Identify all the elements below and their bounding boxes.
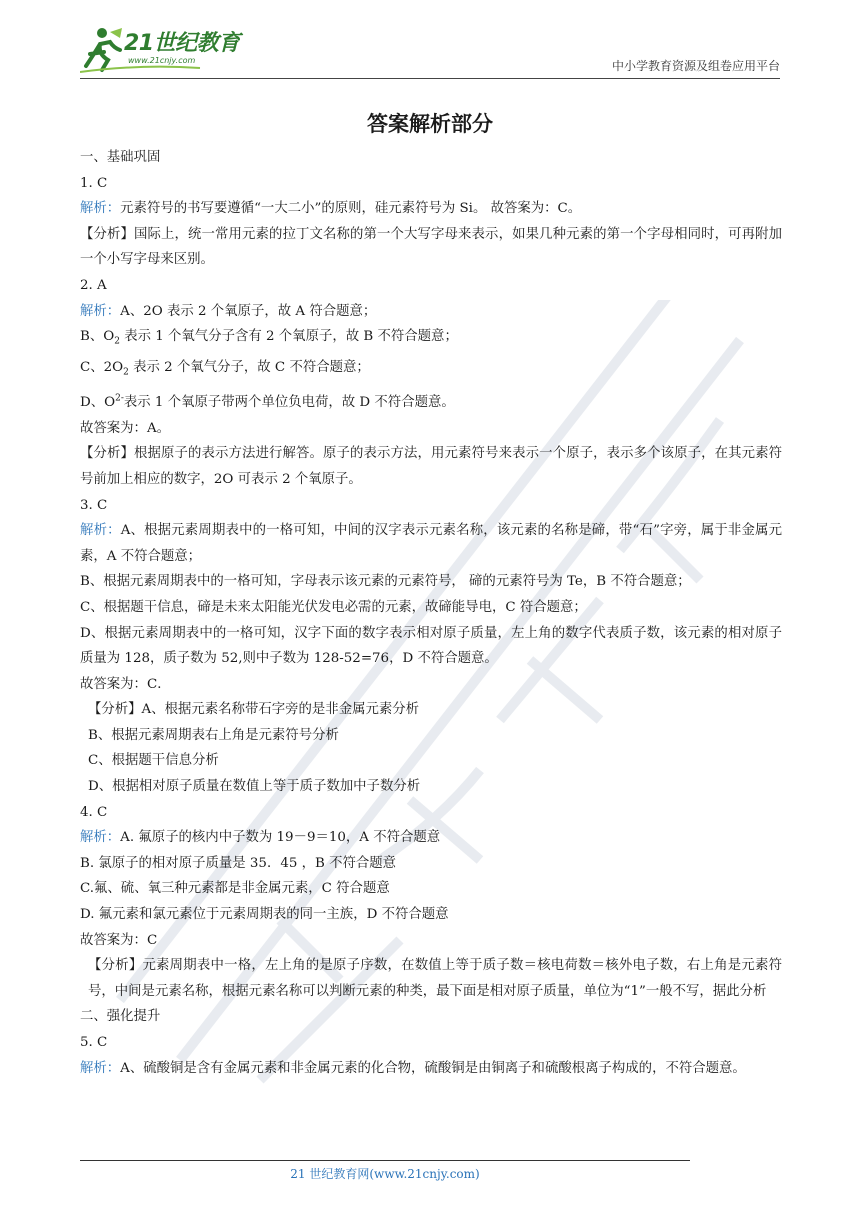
- line-text: A、2O 表示 2 个氧原子，故 A 符合题意；: [120, 303, 377, 319]
- line-text: D、$O^{2-}$表示 1 个氧原子带两个单位负电荷，故 D 不符合题意。: [80, 393, 455, 411]
- text-line: [80, 324, 782, 355]
- line-text: D、根据相对原子质量在数值上等于质子数加中子数分析: [88, 779, 421, 795]
- text-line: [80, 851, 782, 877]
- text-line: [80, 518, 782, 569]
- line-text: C、根据题干信息，碲是未来太阳能光伏发电必需的元素，故碲能导电，C 符合题意；: [80, 599, 587, 615]
- logo-url: www.21cnjy.com: [128, 56, 196, 65]
- analysis-label: 解析：: [80, 830, 121, 846]
- line-text: A、根据元素周期表中的一格可知，中间的汉字表示元素名称，该元素的名称是碲，带“石”字旁，属于非金属元素，A 不符合题意；: [80, 523, 783, 564]
- text-line: [80, 876, 782, 902]
- text-line: [80, 441, 782, 492]
- text-line: [80, 493, 782, 519]
- page-header: [80, 22, 780, 79]
- platform-name: 中小学教育资源及组卷应用平台: [611, 59, 780, 73]
- analysis-label: 解析：: [80, 303, 121, 319]
- text-line: [80, 621, 782, 672]
- logo-text: 21世纪教育: [124, 31, 240, 56]
- text-line: [80, 171, 782, 197]
- text-line: [80, 273, 782, 299]
- text-line: [80, 145, 782, 171]
- line-text: A、硫酸铜是含有金属元素和非金属元素的化合物，硫酸铜是由铜离子和硫酸根离子构成的，不符合题意。: [120, 1060, 746, 1076]
- text-line: [80, 723, 782, 749]
- line-text: 【分析】A、根据元素名称带石字旁的是非金属元素分析: [88, 702, 420, 718]
- line-text: 2. A: [80, 277, 107, 293]
- text-line: [80, 222, 782, 273]
- line-text: 二、强化提升: [80, 1009, 161, 1025]
- line-text: 故答案为：C: [80, 932, 158, 948]
- line-text: B、根据元素周期表右上角是元素符号分析: [88, 727, 339, 743]
- analysis-label: 解析：: [80, 1060, 121, 1076]
- text-line: [80, 748, 782, 774]
- text-line: [80, 595, 782, 621]
- text-line: [80, 387, 782, 416]
- text-line: [80, 355, 782, 386]
- text-line: [80, 1030, 782, 1056]
- text-line: [80, 928, 782, 954]
- line-text: B、$O_2$ 表示 1 个氧气分子含有 2 个氧原子，故 B 不符合题意；: [80, 329, 458, 347]
- page-title: 答案解析部分: [367, 112, 493, 136]
- line-text: 3. C: [80, 497, 108, 513]
- line-text: 故答案为：C．: [80, 676, 171, 692]
- text-line: [80, 902, 782, 928]
- text-line: [80, 299, 782, 325]
- line-text: C.氟、硫、氧三种元素都是非金属元素，C 符合题意: [80, 881, 390, 897]
- line-text: 5. C: [80, 1035, 108, 1050]
- line-text: 【分析】根据原子的表示方法进行解答。原子的表示方法，用元素符号来表示一个原子，表示多个该原子，在其元素符号前加上相应的数字，2O 可表示 2 个氧原子。: [80, 446, 782, 487]
- line-text: A. 氟原子的核内中子数为 19－9＝10，A 不符合题意: [120, 830, 441, 846]
- text-line: [80, 672, 782, 698]
- analysis-label: 解析：: [80, 523, 121, 539]
- text-line: [80, 1056, 782, 1082]
- text-line: [80, 774, 782, 800]
- text-line: [80, 800, 782, 826]
- line-text: 元素符号的书写要遵循“一大二小”的原则，硅元素符号为 Si。 故答案为：C。: [120, 201, 582, 217]
- text-line: [80, 953, 782, 1004]
- analysis-label: 解析：: [80, 201, 121, 217]
- line-text: D. 氟元素和氯元素位于元素周期表的同一主族，D 不符合题意: [80, 907, 449, 923]
- line-text: C、$2O_2$ 表示 2 个氧气分子，故 C 不符合题意；: [80, 360, 370, 379]
- line-text: D、根据元素周期表中的一格可知，汉字下面的数字表示相对原子质量，左上角的数字代表质子数，该元素的相对原子质量为 128，质子数为 52,则中子数为 128-52=76，D 不符合题意。: [80, 625, 782, 667]
- line-text: B、根据元素周期表中的一格可知，字母表示该元素的元素符号， 碲的元素符号为 Te，B 不符合题意；: [80, 574, 691, 590]
- page-footer: 21 世纪教育网(www.21cnjy.com): [290, 1167, 480, 1181]
- line-text: 故答案为：A。: [80, 420, 171, 436]
- text-line: [80, 697, 782, 723]
- line-text: 1. C: [80, 175, 108, 191]
- line-text: 一、基础巩固: [80, 150, 161, 165]
- line-text: 【分析】元素周期表中一格，左上角的是原子序数，在数值上等于质子数＝核电荷数＝核外电子数，右上角是元素符号，中间是元素名称，根据元素名称可以判断元素的种类，最下面是相对原子质量，单位为“1”一般不写，据此分析: [88, 958, 782, 999]
- text-line: [80, 416, 782, 442]
- text-line: [80, 825, 782, 851]
- line-text: B. 氯原子的相对原子质量是 35．45 ，B 不符合题意: [80, 855, 397, 871]
- text-line: [80, 569, 782, 595]
- line-text: C、根据题干信息分析: [88, 753, 219, 769]
- line-text: 4. C: [80, 804, 108, 820]
- line-text: 【分析】国际上，统一常用元素的拉丁文名称的第一个大写字母来表示，如果几种元素的第一个字母相同时，可再附加一个小写字母来区别。: [80, 226, 782, 268]
- answer-content: [80, 145, 782, 1081]
- text-line: [80, 196, 782, 222]
- text-line: [80, 1004, 782, 1030]
- footer-divider: [80, 1160, 690, 1161]
